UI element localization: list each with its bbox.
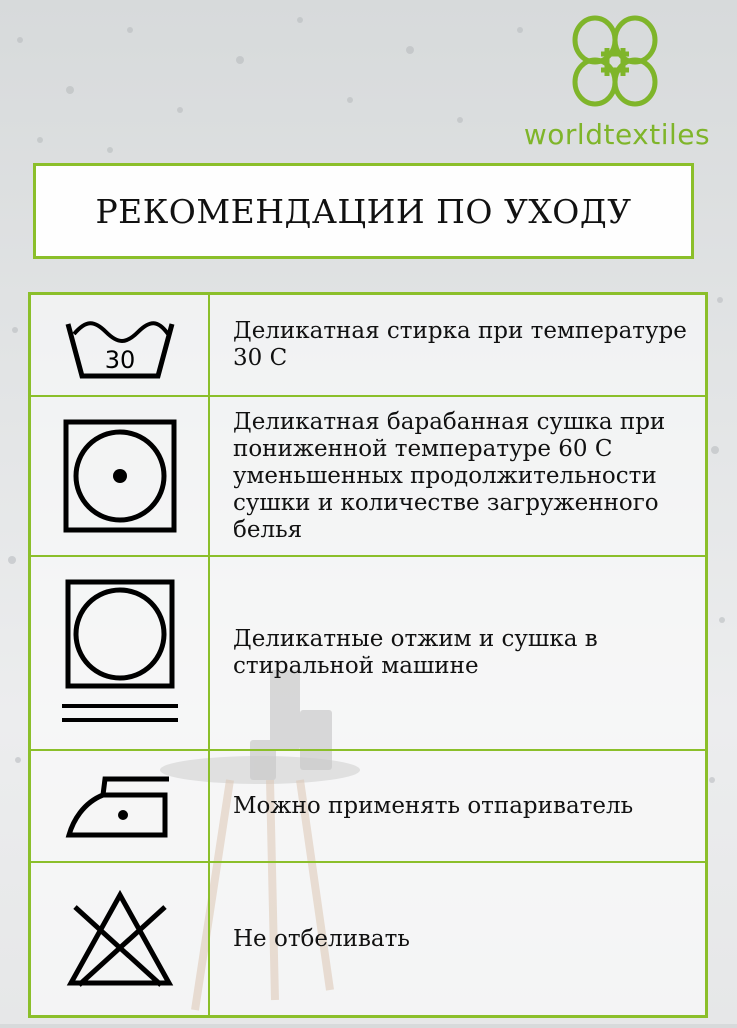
very-gentle-tumble-dry-icon [62,578,178,728]
icon-cell [31,295,210,395]
care-text: Можно применять отпариватель [233,792,634,819]
brand-emblem-icon [565,10,665,115]
title-box [33,163,694,259]
care-instructions-table [28,292,708,1018]
page-title: РЕКОМЕНДАЦИИ ПО УХОДУ [95,191,632,231]
wash-30-icon [60,310,180,380]
care-row [31,751,705,863]
wash-temperature: 30 [104,346,135,374]
iron-low-icon [65,771,175,841]
care-row [31,295,705,397]
brand-logo [517,10,717,151]
care-text: Не отбеливать [233,925,410,952]
text-cell [233,397,695,555]
text-cell [233,295,695,395]
icon-cell [31,751,210,861]
care-text: Деликатная стирка при температуре 30 С [233,318,687,371]
do-not-bleach-icon [65,889,175,989]
care-text: Деликатная барабанная сушка при пониженной температуре 60 С уменьшенных продолжительности сушки и количестве загруженного белья [233,408,666,543]
text-cell [233,751,695,861]
icon-cell [31,557,210,749]
icon-cell [31,397,210,555]
care-row [31,863,705,1015]
text-cell [233,557,695,749]
brand-name: worldtextiles [523,118,711,151]
icon-cell [31,863,210,1015]
care-row [31,397,705,557]
tumble-dry-low-icon [62,418,178,534]
text-cell [233,863,695,1015]
care-text: Деликатные отжим и сушка в стиральной машине [233,626,598,679]
care-row [31,557,705,751]
